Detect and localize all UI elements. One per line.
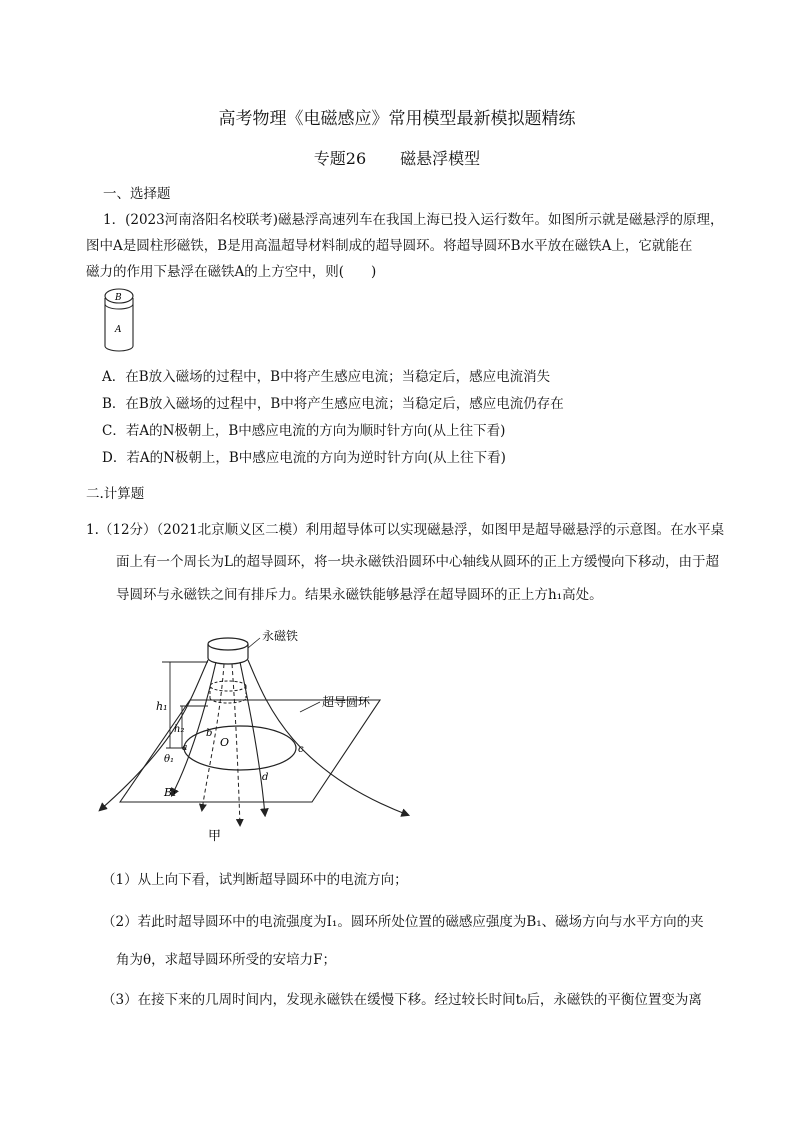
label-center-o: O — [220, 736, 230, 749]
magnet-top — [208, 638, 248, 650]
calc-q1-line-1: 1.（12分）（2021北京顺义区二模）利用超导体可以实现磁悬浮，如图甲是超导磁悬浮的示意图。在水平桌 — [86, 522, 725, 538]
superconducting-levitation-figure — [90, 620, 450, 845]
figure-caption: 甲 — [208, 829, 222, 844]
label-theta1: θ₁ — [164, 754, 175, 765]
label-ring: 超导圆环 — [322, 695, 371, 709]
label-magnet: 永磁铁 — [262, 629, 299, 643]
document-title: 高考物理《电磁感应》常用模型最新模拟题精练 — [218, 109, 576, 129]
q1-option-a: A．在B放入磁场的过程中，B中将产生感应电流；当稳定后，感应电流消失 — [102, 369, 551, 385]
sub-question-3-line-1: （3）在接下来的几周时间内，发现永磁铁在缓慢下移。经过较长时间t₀后，永磁铁的平衡位置变为离 — [102, 992, 702, 1008]
q1-option-b: B．在B放入磁场的过程中，B中将产生感应电流；当稳定后，感应电流仍存在 — [102, 396, 564, 412]
topic-number: 专题26 — [313, 149, 367, 168]
sub-question-1: （1）从上向下看，试判断超导圆环中的电流方向； — [102, 872, 408, 888]
magnet-cylinder-figure — [100, 286, 140, 354]
section-heading-calc: 二.计算题 — [86, 486, 145, 502]
desk-plane — [120, 700, 380, 802]
label-h1: h₁ — [156, 700, 168, 713]
q1-text-line-3: 磁力的作用下悬浮在磁铁A的上方空中，则( ) — [86, 264, 377, 280]
q1-text-line-2: 图中A是圆柱形磁铁，B是用高温超导材料制成的超导圆环。将超导圆环B水平放在磁铁A上，它就能在 — [86, 238, 693, 254]
sub-question-2-line-2: 角为θ，求超导圆环所受的安培力F； — [116, 952, 336, 968]
q1-option-d: D．若A的N极朝上，B中感应电流的方向为逆时针方向(从上往下看) — [102, 450, 506, 466]
calc-q1-line-3: 导圆环与永磁铁之间有排斥力。结果永磁铁能够悬浮在超导圆环的正上方h₁高处。 — [116, 587, 603, 603]
cylinder-top-rim — [105, 304, 133, 309]
sub-question-2-line-1: （2）若此时超导圆环中的电流强度为I₁。圆环所处位置的磁感应强度为B₁、磁场方向与水平方向的夹 — [102, 914, 704, 930]
label-point-b: b — [206, 728, 213, 739]
label-point-d: d — [262, 772, 269, 783]
q1-option-c: C．若A的N极朝上，B中感应电流的方向为顺时针方向(从上往下看) — [102, 423, 506, 439]
label-b: B — [115, 293, 122, 303]
label-point-c: c — [298, 744, 304, 755]
q1-text-line-1: 1．(2023河南洛阳名校联考)磁悬浮高速列车在我国上海已投入运行数年。如图所示就是磁悬浮的原理， — [103, 212, 724, 228]
superconducting-ring — [184, 726, 296, 770]
topic-name: 磁悬浮模型 — [400, 149, 481, 168]
calc-q1-line-2: 面上有一个周长为L的超导圆环，将一块永磁铁沿圆环中心轴线从圆环的正上方缓慢向下移动，由于超 — [116, 554, 719, 570]
cylinder-bottom-edge — [105, 346, 133, 351]
label-b1: B₁ — [164, 786, 177, 799]
magnet-bottom — [208, 658, 248, 664]
section-heading-choice: 一、选择题 — [103, 186, 171, 202]
label-point-a: a — [182, 743, 188, 753]
topic-title — [0, 146, 794, 169]
label-a: A — [115, 325, 122, 335]
label-h2: h₂ — [174, 724, 185, 735]
